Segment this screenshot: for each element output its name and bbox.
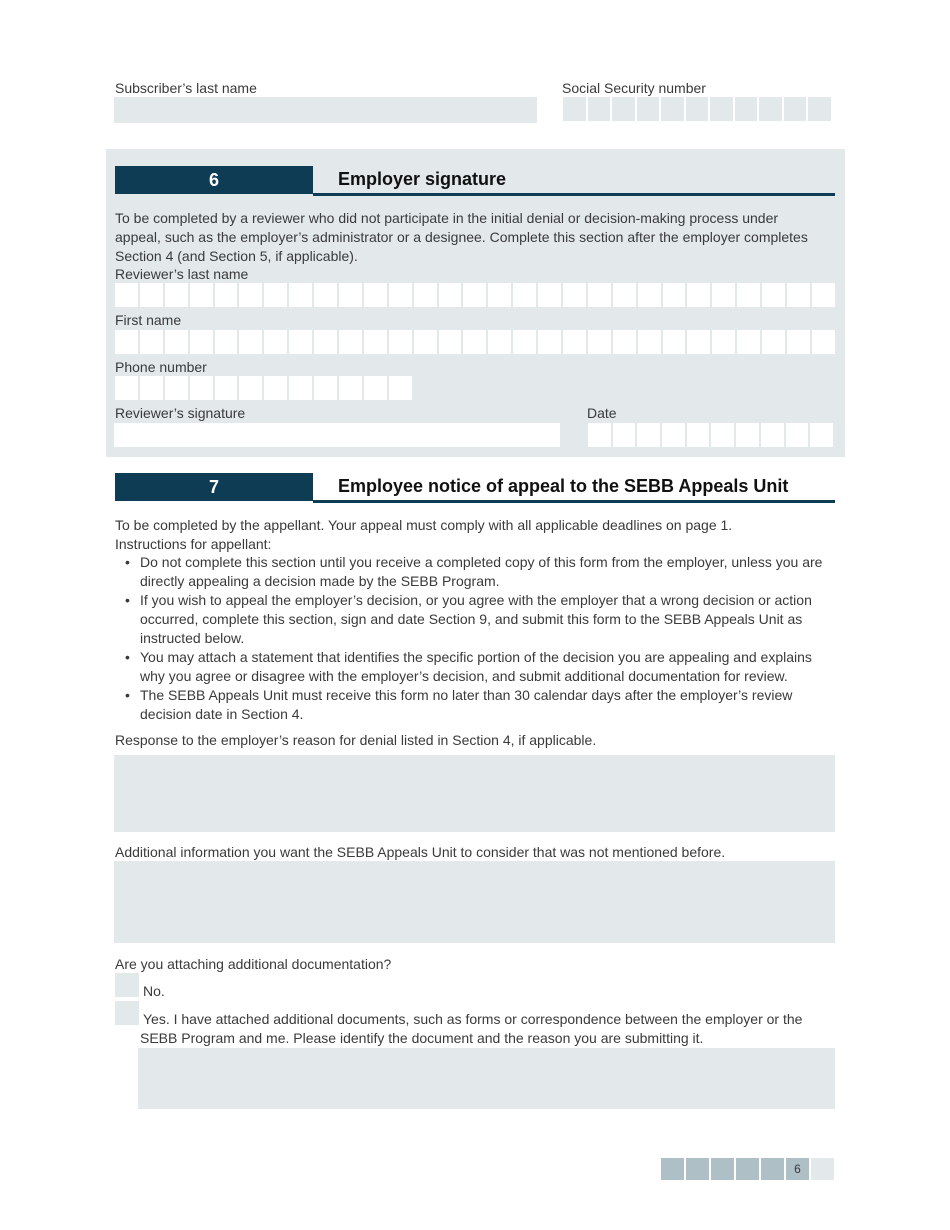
character-box [314,283,337,307]
character-box [786,423,809,447]
character-box [215,283,238,307]
first-name-input[interactable] [115,330,835,354]
character-box [239,283,262,307]
character-box [761,423,784,447]
character-box [736,423,759,447]
character-box [364,330,387,354]
section-7-rule [313,500,835,503]
character-box [165,330,188,354]
character-box [812,283,835,307]
character-box [215,330,238,354]
character-box [538,283,561,307]
subscriber-last-name-input[interactable] [114,97,537,123]
section-6-description: To be completed by a reviewer who did not participate in the initial denial or decision-making process under appeal, such as the employer’s administrator or a designee. Complete this section after the employer completes Section 4 (and Section 5, if applicable). [115,210,808,264]
character-box [762,330,785,354]
instructions-heading: Instructions for appellant: [115,536,272,552]
character-box [264,330,287,354]
character-box [314,330,337,354]
character-box [165,283,188,307]
yes-option-label: Yes. I have attached additional documents, such as forms or correspondence between the employer or the SEBB Program and me. Please identify the document and the reason you are submitting it. [140,1011,803,1046]
instruction-item: • If you wish to appeal the employer’s decision, or you agree with the employer that a wrong decision or action occurred, complete this section, sign and date Section 9, and submit this form to the SEBB Appeals Unit as instructed below. [115,591,835,648]
section-6-title: Employer signature [338,169,507,189]
character-box [687,283,710,307]
character-box [439,283,462,307]
character-box [638,330,661,354]
instruction-item: • The SEBB Appeals Unit must receive this form no later than 30 calendar days after the employer’s review decision date in Section 4. [115,686,835,724]
character-box [613,330,636,354]
subscriber-last-name-label: Subscriber’s last name [115,80,257,96]
character-box [613,283,636,307]
page-indicator [661,1158,834,1180]
section-7-title: Employee notice of appeal to the SEBB Appeals Unit [338,476,789,496]
character-box [513,330,536,354]
response-label: Response to the employer’s reason for denial listed in Section 4, if applicable. [115,732,597,748]
reviewer-signature-input[interactable] [114,423,560,447]
character-box [414,330,437,354]
character-box [140,283,163,307]
character-box [712,330,735,354]
character-box [787,283,810,307]
attaching-question: Are you attaching additional documentation? [115,956,392,972]
date-input[interactable] [588,423,833,447]
character-box [239,376,262,400]
character-box [787,330,810,354]
character-box [289,283,312,307]
character-box [289,376,312,400]
response-textarea[interactable] [114,755,835,832]
character-box [115,376,138,400]
page-block [811,1158,834,1180]
character-box [687,330,710,354]
section-6-rule [313,193,835,196]
phone-number-input[interactable] [115,376,412,400]
character-box [663,283,686,307]
yes-checkbox[interactable] [115,1001,139,1025]
additional-info-textarea[interactable] [114,861,835,943]
instructions-list [115,553,835,724]
reviewer-signature-label: Reviewer’s signature [115,405,246,421]
section-6-number: 6 [115,166,313,194]
additional-info-label: Additional information you want the SEBB Appeals Unit to consider that was not mentioned before. [115,844,726,860]
character-box [638,283,661,307]
character-box [810,423,833,447]
character-box [314,376,337,400]
character-box [439,330,462,354]
character-box [513,283,536,307]
current-page-number: 6 [786,1158,809,1180]
character-box [712,283,735,307]
character-box [414,283,437,307]
character-box [588,423,611,447]
character-box [389,330,412,354]
character-box [190,330,213,354]
character-box [737,283,760,307]
character-box [588,330,611,354]
character-box [115,330,138,354]
page-block [711,1158,734,1180]
character-box [563,283,586,307]
character-box [339,283,362,307]
character-box [637,423,660,447]
character-box [663,330,686,354]
attachment-description-textarea[interactable] [138,1048,835,1109]
character-box [613,423,636,447]
page-block [686,1158,709,1180]
character-box [190,376,213,400]
character-box [339,376,362,400]
character-box [563,330,586,354]
ssn-label: Social Security number [562,80,706,96]
character-box [364,283,387,307]
character-box [239,330,262,354]
reviewer-last-name-input[interactable] [115,283,835,307]
character-box [463,283,486,307]
character-box [737,330,760,354]
page-block [761,1158,784,1180]
no-checkbox[interactable] [115,973,139,997]
character-box [463,330,486,354]
page-block [661,1158,684,1180]
character-box [339,330,362,354]
instruction-item: • Do not complete this section until you receive a completed copy of this form from the employer, unless you are directly appealing a decision made by the SEBB Program. [115,553,835,591]
character-box [711,423,734,447]
character-box [264,283,287,307]
ssn-input[interactable] [563,97,831,121]
character-box [812,330,835,354]
character-box [289,330,312,354]
reviewer-last-name-label: Reviewer’s last name [115,266,249,282]
page-block [736,1158,759,1180]
character-box [488,283,511,307]
character-box [140,330,163,354]
character-box [364,376,387,400]
character-box [687,423,710,447]
character-box [389,376,412,400]
character-box [538,330,561,354]
phone-number-label: Phone number [115,359,207,375]
character-box [165,376,188,400]
character-box [190,283,213,307]
character-box [588,283,611,307]
character-box [264,376,287,400]
section-7-intro: To be completed by the appellant. Your appeal must comply with all applicable deadlines on page 1. [115,517,733,533]
character-box [140,376,163,400]
no-option-label: No. [143,983,165,999]
character-box [762,283,785,307]
section-7-number: 7 [115,473,313,501]
character-box [215,376,238,400]
character-box [389,283,412,307]
character-box [488,330,511,354]
character-box [115,283,138,307]
character-box [662,423,685,447]
date-label: Date [587,405,617,421]
instruction-item: • You may attach a statement that identifies the specific portion of the decision you are appealing and explains why you agree or disagree with the employer’s decision, and submit additional documentation for review. [115,648,835,686]
first-name-label: First name [115,312,182,328]
